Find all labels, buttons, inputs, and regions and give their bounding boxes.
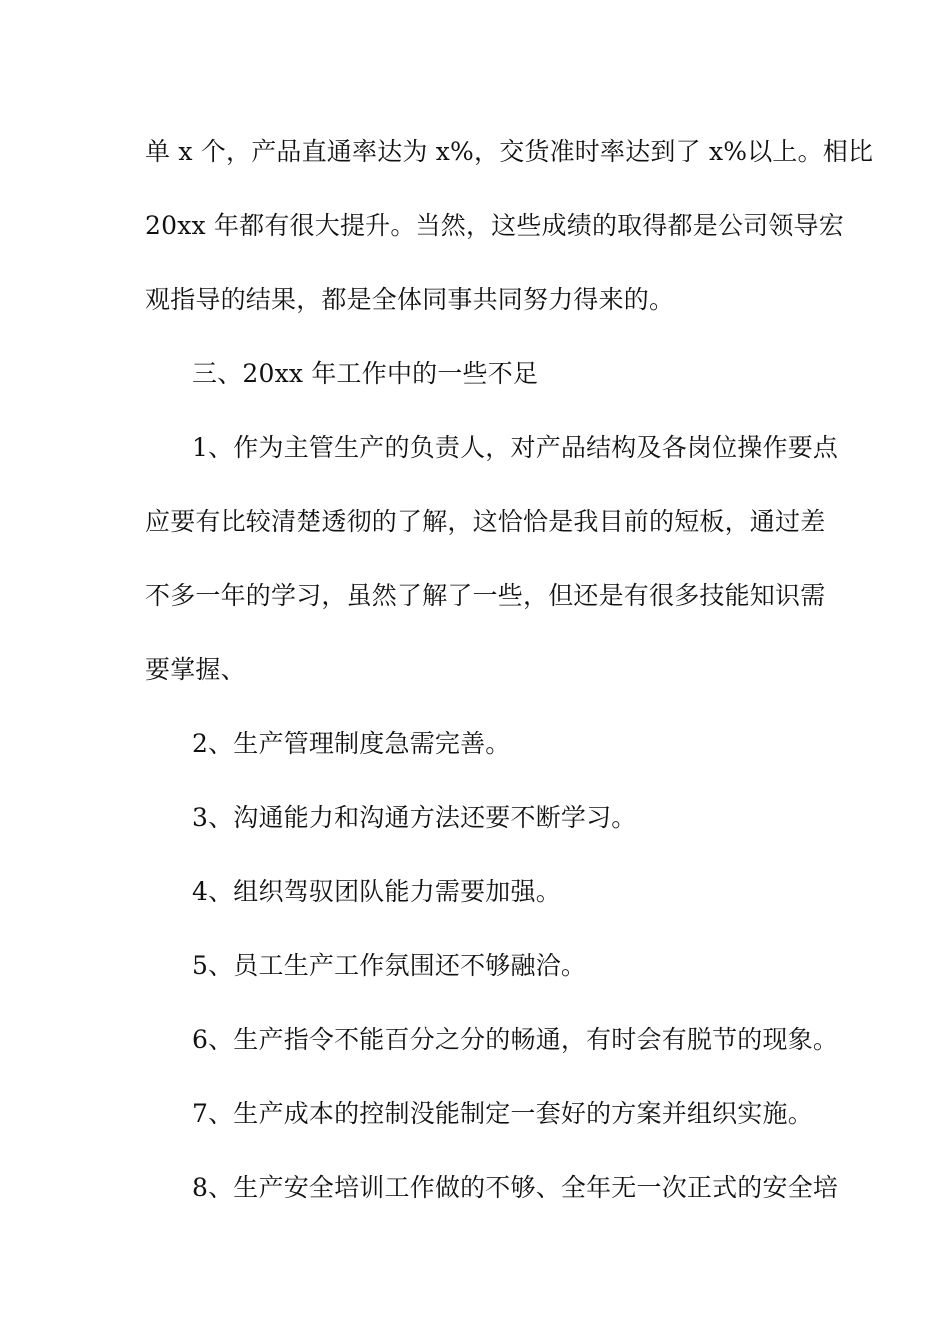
- list-item-1-line-4: 要掌握、: [145, 655, 246, 684]
- list-item-6: 6、生产指令不能百分之分的畅通，有时会有脱节的现象。: [192, 1025, 839, 1054]
- list-item-8: 8、生产安全培训工作做的不够、全年无一次正式的安全培: [192, 1173, 839, 1202]
- paragraph-line-2: 20xx 年都有很大提升。当然，这些成绩的取得都是公司领导宏: [145, 211, 844, 240]
- paragraph-line-1: 单 x 个，产品直通率达为 x%，交货准时率达到了 x%以上。相比: [145, 137, 874, 166]
- list-item-2: 2、生产管理制度急需完善。: [192, 729, 511, 758]
- list-item-1-line-2: 应要有比较清楚透彻的了解，这恰恰是我目前的短板，通过差: [145, 507, 826, 536]
- list-item-4: 4、组织驾驭团队能力需要加强。: [192, 877, 561, 906]
- section-heading-shortcomings: 三、20xx 年工作中的一些不足: [192, 359, 539, 388]
- list-item-5: 5、员工生产工作氛围还不够融洽。: [192, 951, 587, 980]
- paragraph-line-3: 观指导的结果，都是全体同事共同努力得来的。: [145, 285, 675, 314]
- list-item-1-line-1: 1、作为主管生产的负责人，对产品结构及各岗位操作要点: [192, 433, 839, 462]
- list-item-7: 7、生产成本的控制没能制定一套好的方案并组织实施。: [192, 1099, 813, 1128]
- list-item-1-line-3: 不多一年的学习，虽然了解了一些，但还是有很多技能知识需: [145, 581, 826, 610]
- list-item-3: 3、沟通能力和沟通方法还要不断学习。: [192, 803, 637, 832]
